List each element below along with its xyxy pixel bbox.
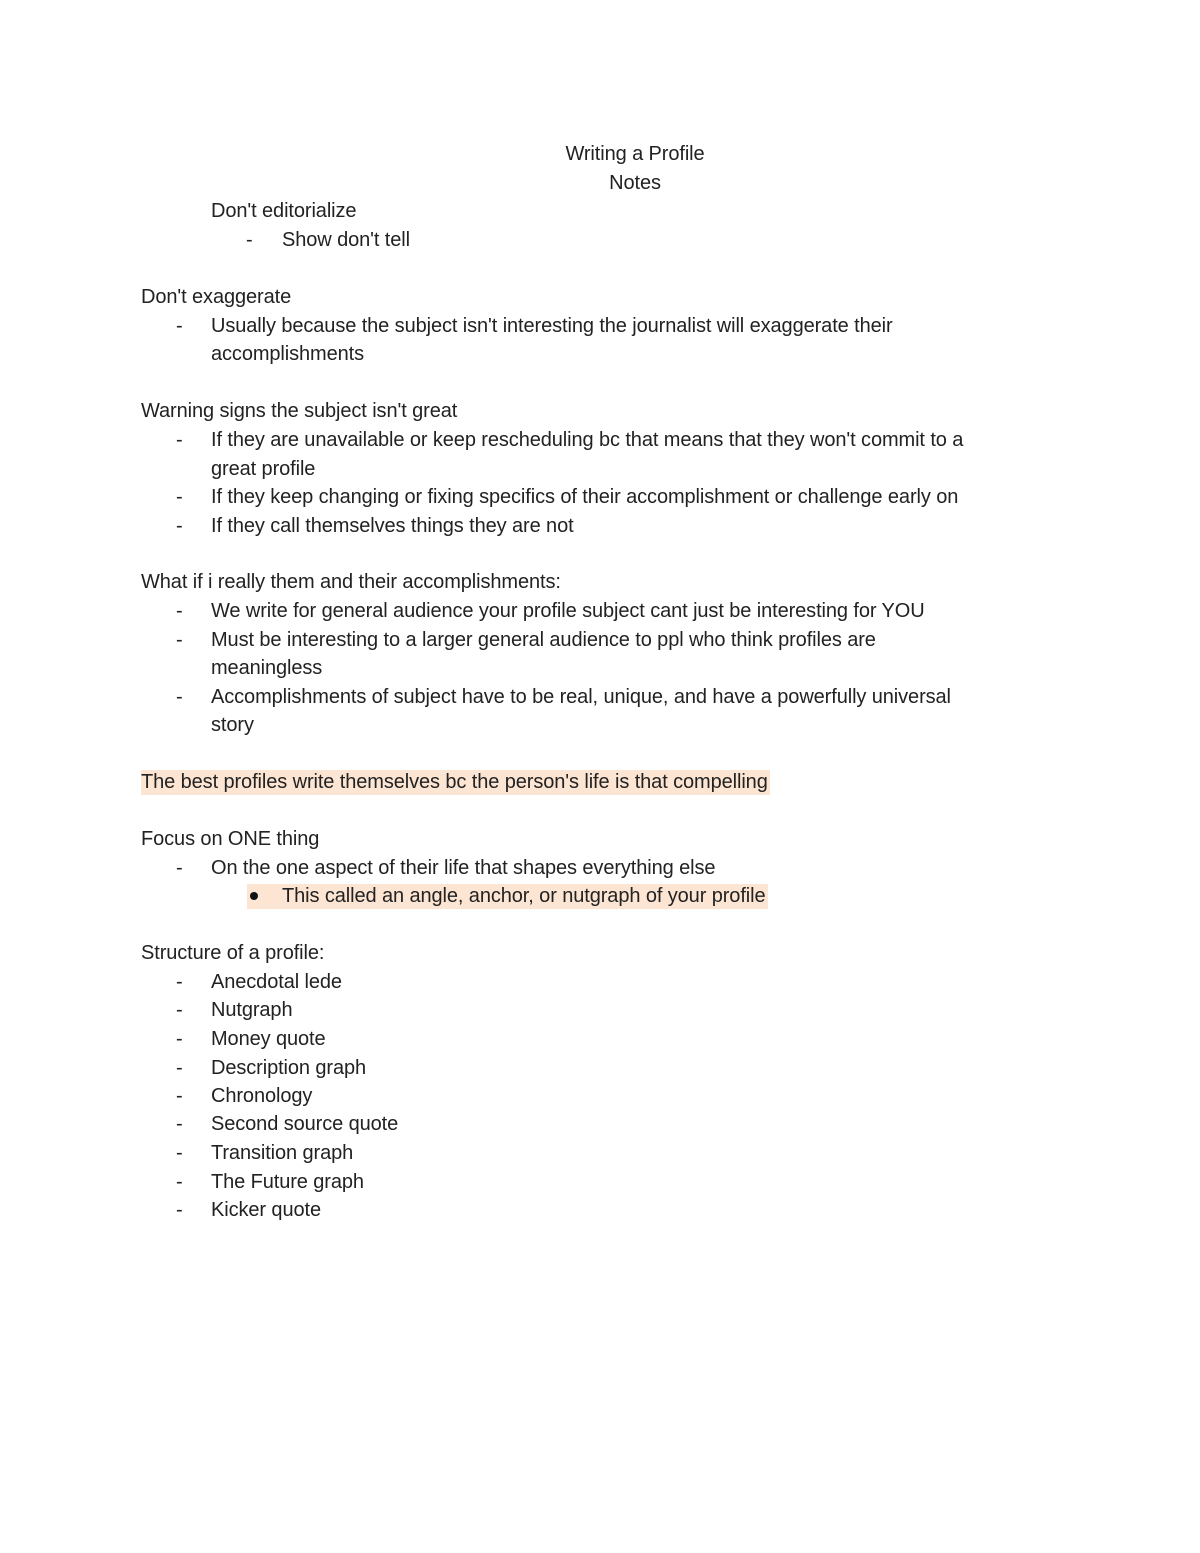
list-dash: - (176, 1085, 183, 1107)
doc-title: Writing a Profile (565, 143, 705, 165)
list-dash: - (176, 629, 183, 651)
list-dash: - (176, 1028, 183, 1050)
list-dash: - (176, 429, 183, 451)
highlighted-subitem (247, 884, 768, 908)
list-dash: - (176, 857, 183, 879)
list-item: Must be interesting to a larger general audience to ppl who think profiles are (211, 629, 876, 651)
list-item: If they are unavailable or keep rescheduling bc that means that they won't commit to a (211, 429, 964, 451)
list-item-continuation: meaningless (211, 657, 323, 679)
list-item: We write for general audience your profile subject cant just be interesting for YOU (211, 600, 925, 622)
list-dash: - (176, 686, 183, 708)
list-item: Usually because the subject isn't interesting the journalist will exaggerate their (211, 315, 893, 337)
heading-focus: Focus on ONE thing (141, 828, 320, 850)
heading-warning-signs: Warning signs the subject isn't great (141, 400, 458, 422)
list-item-continuation: story (211, 714, 254, 736)
highlight-text: The best profiles write themselves bc the person's life is that compelling (141, 771, 768, 793)
structure-item: Chronology (211, 1085, 313, 1107)
highlight-subitem-span (247, 884, 768, 909)
list-dash: - (176, 1171, 183, 1193)
structure-item: Money quote (211, 1028, 326, 1050)
list-item: If they call themselves things they are not (211, 515, 574, 537)
list-item: Show don't tell (282, 229, 410, 251)
structure-item: Description graph (211, 1057, 367, 1079)
heading-editorialize: Don't editorialize (211, 200, 357, 222)
bullet-icon (250, 892, 258, 900)
heading-structure: Structure of a profile: (141, 942, 325, 964)
list-dash: - (176, 1057, 183, 1079)
list-item-continuation: accomplishments (211, 343, 365, 365)
list-dash: - (176, 1199, 183, 1221)
structure-item: Nutgraph (211, 999, 293, 1021)
list-item: Accomplishments of subject have to be real, unique, and have a powerfully universal (211, 686, 951, 708)
structure-item: Anecdotal lede (211, 971, 342, 993)
list-dash: - (176, 999, 183, 1021)
highlighted-statement (141, 770, 770, 794)
structure-item: Transition graph (211, 1142, 354, 1164)
doc-subtitle: Notes (609, 172, 661, 194)
structure-item: Kicker quote (211, 1199, 321, 1221)
list-dash: - (176, 515, 183, 537)
structure-item: The Future graph (211, 1171, 364, 1193)
structure-item: Second source quote (211, 1113, 399, 1135)
subitem-text: This called an angle, anchor, or nutgraph of your profile (282, 885, 766, 907)
list-item: On the one aspect of their life that shapes everything else (211, 857, 716, 879)
heading-what-if: What if i really them and their accomplishments: (141, 571, 561, 593)
list-item-continuation: great profile (211, 458, 316, 480)
list-item: If they keep changing or fixing specifics of their accomplishment or challenge early on (211, 486, 959, 508)
list-dash: - (176, 600, 183, 622)
list-dash: - (176, 971, 183, 993)
list-dash: - (176, 486, 183, 508)
heading-exaggerate: Don't exaggerate (141, 286, 292, 308)
list-dash: - (176, 1113, 183, 1135)
list-dash: - (176, 1142, 183, 1164)
list-dash: - (176, 315, 183, 337)
list-dash: - (246, 229, 253, 251)
